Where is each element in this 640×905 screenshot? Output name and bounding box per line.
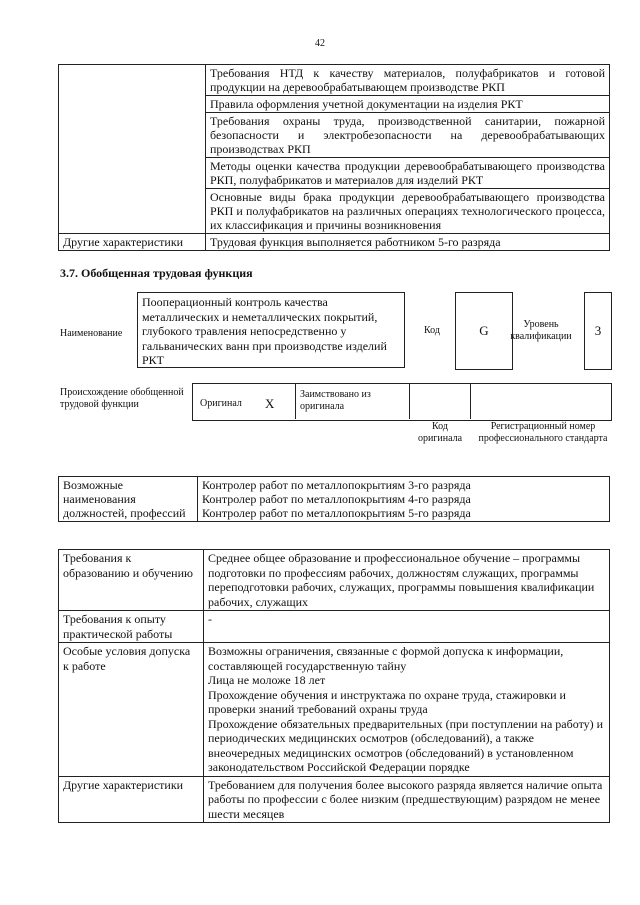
position-item: Контролер работ по металлопокрытиям 5-го разряда xyxy=(202,506,471,520)
special-item: Возможны ограничения, связанные с формой допуска к информации, составляющей государственную тайну xyxy=(208,644,564,673)
knowledge-row: Правила оформления учетной документации на изделия РКТ xyxy=(206,96,610,113)
origin-box xyxy=(192,383,612,421)
level-label: Уровень квалификации xyxy=(510,319,572,342)
position-item: Контролер работ по металлопокрытиям 4-го разряда xyxy=(202,492,471,506)
function-name: Пооперационный контроль качества металлических и неметаллических покрытий, глубокого травления непосредственно у гальванических ванн при производстве изделий РКТ xyxy=(137,292,405,368)
divider xyxy=(409,383,410,419)
knowledge-table xyxy=(58,64,610,251)
page-number: 42 xyxy=(315,38,325,49)
special-item: Прохождение обязательных предварительных (при поступлении на работу) и периодических медицинских осмотров (обследований), а также внеочередных медицинских осмотров (обследований) в установленном законодательством Российской Федерации порядке xyxy=(208,716,604,774)
education-value: Среднее общее образование и профессиональное обучение – программы подготовки по профессиям рабочих, должностям служащих, программы переподготовки рабочих, служащих, программы повышения квалификации рабочих, служащих xyxy=(204,550,610,611)
level-value: 3 xyxy=(584,292,612,370)
other-label: Другие характеристики xyxy=(59,776,204,823)
positions-table xyxy=(58,476,610,522)
code-original-label: Код оригинала xyxy=(417,421,463,444)
experience-label: Требования к опыту практической работы xyxy=(59,611,204,643)
code-label: Код xyxy=(424,325,440,336)
knowledge-row: Требования НТД к качеству материалов, полуфабрикатов и готовой продукции на деревообрабатывающем производстве РКП xyxy=(206,65,610,96)
divider xyxy=(295,383,296,419)
position-item: Контролер работ по металлопокрытиям 3-го разряда xyxy=(202,478,471,492)
original-mark: X xyxy=(265,396,275,411)
registration-label: Регистрационный номер профессионального стандарта xyxy=(478,421,608,444)
borrowed-label: Заимствовано из оригинала xyxy=(300,389,371,412)
positions-list xyxy=(198,477,610,522)
requirements-table xyxy=(58,549,610,823)
knowledge-row: Требования охраны труда, производственной санитарии, пожарной безопасности и электробезопасности на деревообрабатывающих производствах РКП xyxy=(206,113,610,158)
other-characteristics-value: Трудовая функция выполняется работником 5-го разряда xyxy=(206,234,610,251)
special-item: Лица не моложе 18 лет xyxy=(208,673,326,687)
experience-value: - xyxy=(204,611,610,643)
knowledge-row: Основные виды брака продукции деревообрабатывающего производства РКП и полуфабрикатов на различных операциях технологического процесса, их классификация и причины возникновения xyxy=(206,189,610,234)
special-item: Прохождение обучения и инструктажа по охране труда, стажировки и проверки знаний требований охраны труда xyxy=(208,687,566,716)
education-label: Требования к образованию и обучению xyxy=(59,550,204,611)
knowledge-row: Методы оценки качества продукции деревообрабатывающего производства РКП, полуфабрикатов и материалов для изделий РКТ xyxy=(206,158,610,189)
special-conditions-value xyxy=(204,643,610,777)
other-characteristics-label: Другие характеристики xyxy=(59,234,206,251)
original-label: Оригинал xyxy=(200,398,242,409)
special-conditions-label: Особые условия допуска к работе xyxy=(59,643,204,777)
divider xyxy=(470,383,471,419)
other-value: Требованием для получения более высокого разряда является наличие опыта работы по профессии с более низким (предшествующим) разрядом не менее шести месяцев xyxy=(204,776,610,823)
positions-label: Возможные наименования должностей, профессий xyxy=(59,477,198,522)
name-label: Наименование xyxy=(60,328,123,339)
section-title: 3.7. Обобщенная трудовая функция xyxy=(60,266,253,280)
empty-cell xyxy=(59,65,206,234)
code-value: G xyxy=(455,292,513,370)
origin-label: Происхождение обобщенной трудовой функции xyxy=(60,387,184,410)
